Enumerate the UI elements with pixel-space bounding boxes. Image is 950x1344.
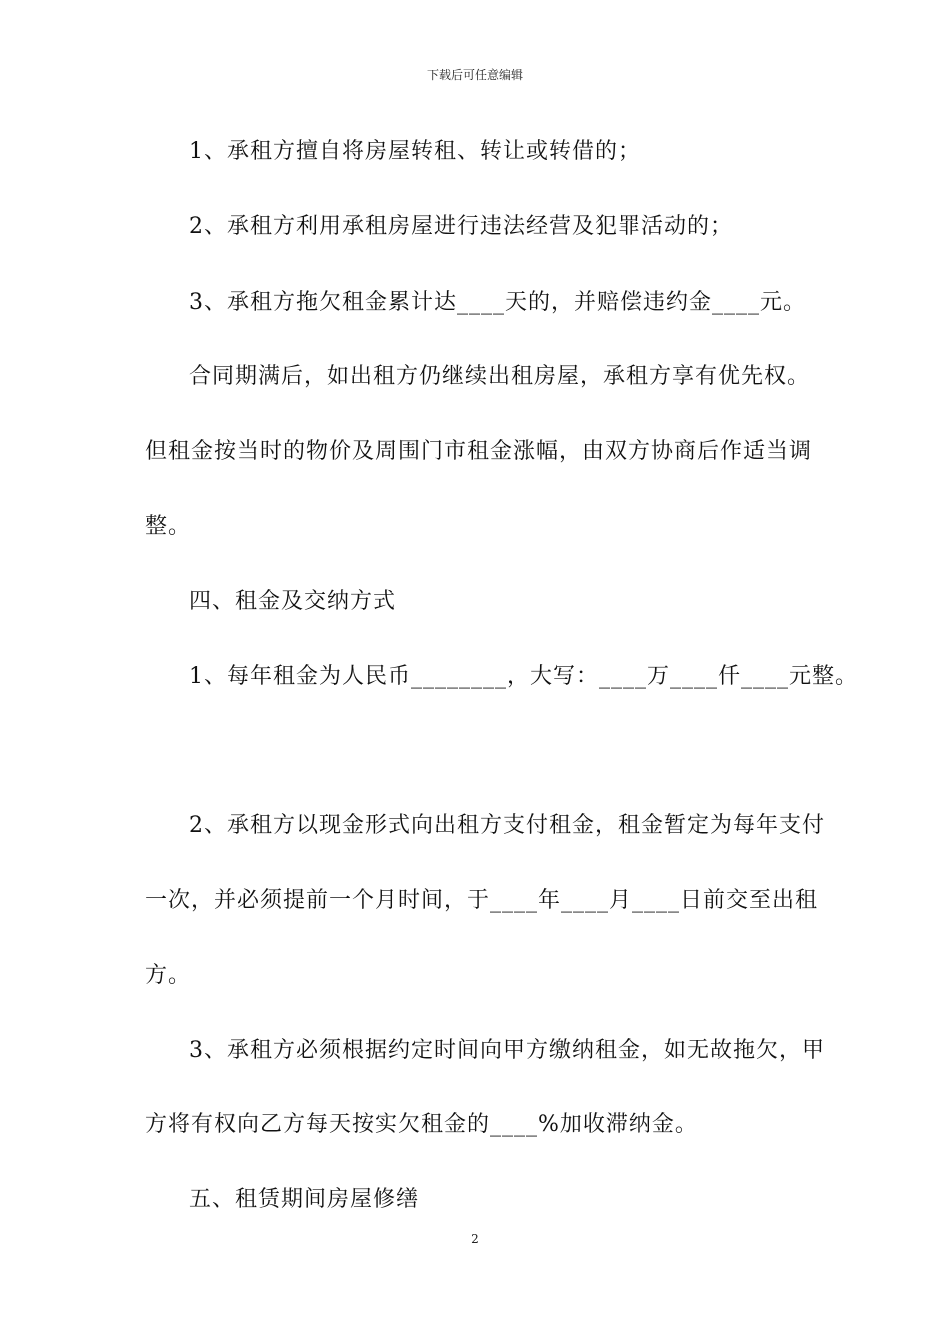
rent-clause-1: 1、每年租金为人民币________，大写：____万____仟____元整。 [189, 664, 858, 689]
paragraph-renewal-line-3: 整。 [145, 514, 192, 539]
page-header: 下载后可任意编辑 [426, 68, 523, 82]
rent-clause-2-line-1: 2、承租方以现金形式向出租方支付租金，租金暂定为每年支付 [189, 813, 825, 838]
page-number: 2 [471, 1232, 479, 1246]
clause-line-3: 3、承租方拖欠租金累计达____天的，并赔偿违约金____元。 [189, 290, 806, 315]
clause-line-2: 2、承租方利用承租房屋进行违法经营及犯罪活动的； [189, 214, 733, 239]
clause-line-1: 1、承租方擅自将房屋转租、转让或转借的； [189, 139, 641, 164]
rent-clause-3-line-1: 3、承租方必须根据约定时间向甲方缴纳租金，如无故拖欠，甲 [189, 1038, 825, 1063]
rent-clause-2-line-2: 一次，并必须提前一个月时间，于____年____月____日前交至出租 [145, 888, 819, 913]
paragraph-renewal-line-1: 合同期满后，如出租方仍继续出租房屋，承租方享有优先权。 [189, 364, 811, 389]
paragraph-renewal-line-2: 但租金按当时的物价及周围门市租金涨幅，由双方协商后作适当调 [145, 439, 813, 464]
section-heading-rent: 四、租金及交纳方式 [189, 589, 397, 614]
section-heading-repair: 五、租赁期间房屋修缮 [189, 1187, 420, 1212]
rent-clause-3-line-2: 方将有权向乙方每天按实欠租金的____%加收滞纳金。 [145, 1112, 698, 1137]
rent-clause-2-line-3: 方。 [145, 963, 192, 988]
